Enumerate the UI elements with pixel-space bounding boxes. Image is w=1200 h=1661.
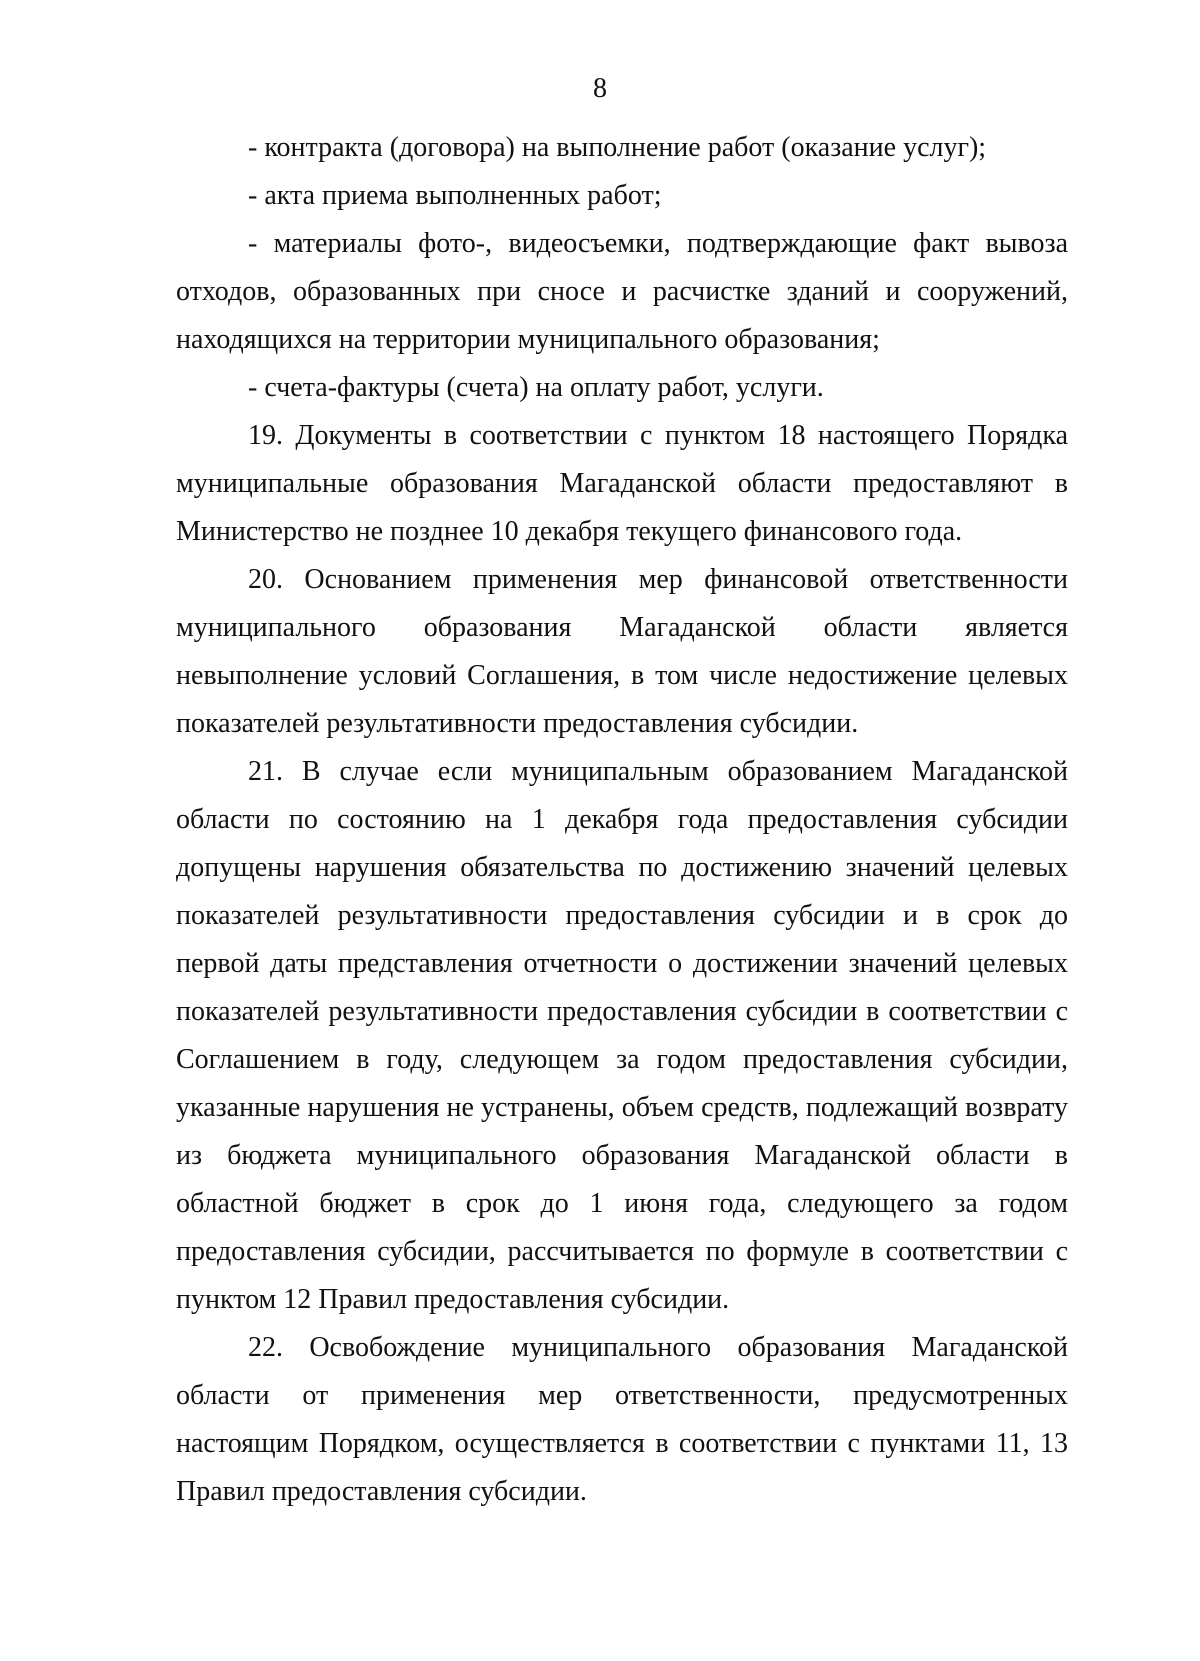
- paragraph-invoices: - счета-фактуры (счета) на оплату работ, услуги.: [248, 372, 824, 403]
- paragraph-clause-19: 19. Документы в соответствии с пунктом 18 настоящего Порядка муниципальные образования Магаданской области предоставляют в Министерство не позднее 10 декабря текущего финансового года.: [176, 420, 1068, 547]
- paragraph-photo-video-materials: - материалы фото-, видеосъемки, подтверждающие факт вывоза отходов, образованных при сносе и расчистке зданий и сооружений, находящихся на территории муниципального образования;: [176, 228, 1068, 355]
- document-body: [176, 124, 1068, 1516]
- paragraph-clause-22: 22. Освобождение муниципального образования Магаданской области от применения мер ответственности, предусмотренных настоящим Порядком, осуществляется в соответствии с пунктами 11, 13 Правил предоставления субсидии.: [176, 1332, 1068, 1507]
- paragraph-clause-20: 20. Основанием применения мер финансовой ответственности муниципального образования Магаданской области является невыполнение условий Соглашения, в том числе недостижение целевых показателей результативности предоставления субсидии.: [176, 564, 1068, 739]
- page-number: 8: [593, 73, 607, 104]
- paragraph-contract: - контракта (договора) на выполнение работ (оказание услуг);: [248, 132, 987, 163]
- paragraph-acceptance-act: - акта приема выполненных работ;: [248, 180, 662, 211]
- paragraph-clause-21: 21. В случае если муниципальным образованием Магаданской области по состоянию на 1 декабря года предоставления субсидии допущены нарушения обязательства по достижению значений целевых показателей результативности предоставления субсидии и в срок до первой даты представления отчетности о достижении значений целевых показателей результативности предоставления субсидии в соответствии с Соглашением в году, следующем за годом предоставления субсидии, указанные нарушения не устранены, объем средств, подлежащий возврату из бюджета муниципального образования Магаданской области в областной бюджет в срок до 1 июня года, следующего за годом предоставления субсидии, рассчитывается по формуле в соответствии с пунктом 12 Правил предоставления субсидии.: [176, 756, 1068, 1315]
